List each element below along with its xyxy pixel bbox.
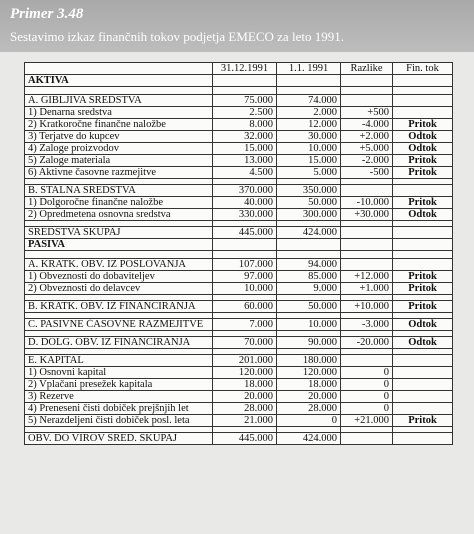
example-description: Sestavimo izkaz finančnih tokov podjetja EMECO za leto 1991. [10,29,344,44]
table-row [25,283,453,295]
table-row [25,119,453,131]
value-start [277,75,341,87]
row-label: 4) Preneseni čisti dobiček prejšnjih let [25,403,213,415]
value-end: 21.000 [213,415,277,427]
value-start: 18.000 [277,379,341,391]
table-row [25,251,453,259]
difference-value: +1.000 [341,283,393,295]
value-start: 12.000 [277,119,341,131]
value-end: 330.000 [213,209,277,221]
row-label: 2) Obveznosti do delavcev [25,283,213,295]
row-label: A. GIBLJIVA SREDSTVA [25,95,213,107]
balance-table [24,62,453,445]
value-start: 30.000 [277,131,341,143]
cash-flow-type: Pritok [393,119,453,131]
value-end: 13.000 [213,155,277,167]
header-difference: Razlike [341,63,393,75]
cash-flow-type: Odtok [393,337,453,349]
value-start: 85.000 [277,271,341,283]
difference-value: 0 [341,367,393,379]
value-end [213,87,277,95]
difference-value: +30.000 [341,209,393,221]
difference-value [341,239,393,251]
row-label: 2) Kratkoročne finančne naložbe [25,119,213,131]
row-label: A. KRATK. OBV. IZ POSLOVANJA [25,259,213,271]
value-end: 120.000 [213,367,277,379]
value-end: 28.000 [213,403,277,415]
difference-value [341,185,393,197]
row-label [25,251,213,259]
value-start [277,239,341,251]
value-end: 18.000 [213,379,277,391]
table-row [25,403,453,415]
table-row [25,75,453,87]
row-label: 5) Zaloge materiala [25,155,213,167]
header-band [0,0,474,52]
difference-value [341,227,393,239]
row-label: AKTIVA [25,75,213,87]
value-start: 94.000 [277,259,341,271]
row-label: 1) Denarna sredstva [25,107,213,119]
cash-flow-type [393,107,453,119]
cash-flow-type [393,403,453,415]
value-end: 75.000 [213,95,277,107]
value-end: 445.000 [213,227,277,239]
cash-flow-type [393,251,453,259]
difference-value: -3.000 [341,319,393,331]
value-end: 15.000 [213,143,277,155]
table-row [25,95,453,107]
row-label: 6) Aktivne časovne razmejitve [25,167,213,179]
difference-value: 0 [341,379,393,391]
cash-flow-type [393,87,453,95]
value-start: 350.000 [277,185,341,197]
value-end: 40.000 [213,197,277,209]
difference-value [341,75,393,87]
table-row [25,391,453,403]
cash-flow-type [393,95,453,107]
value-end: 107.000 [213,259,277,271]
difference-value [341,251,393,259]
value-start: 300.000 [277,209,341,221]
cash-flow-type [393,75,453,87]
table-row [25,155,453,167]
difference-value: -20.000 [341,337,393,349]
table-row [25,87,453,95]
value-end: 8.000 [213,119,277,131]
row-label: B. KRATK. OBV. IZ FINANCIRANJA [25,301,213,313]
cash-flow-type: Pritok [393,197,453,209]
table-row [25,143,453,155]
value-end: 2.500 [213,107,277,119]
table-row [25,209,453,221]
table-row [25,227,453,239]
difference-value: -2.000 [341,155,393,167]
value-start: 424.000 [277,227,341,239]
row-label: PASIVA [25,239,213,251]
value-end [213,239,277,251]
value-end: 97.000 [213,271,277,283]
value-start: 180.000 [277,355,341,367]
difference-value [341,355,393,367]
table-row [25,433,453,445]
row-label: D. DOLG. OBV. IZ FINANCIRANJA [25,337,213,349]
value-start: 74.000 [277,95,341,107]
value-start [277,87,341,95]
cash-flow-type [393,227,453,239]
row-label: E. KAPITAL [25,355,213,367]
difference-value: +500 [341,107,393,119]
difference-value [341,433,393,445]
value-start: 0 [277,415,341,427]
value-start: 5.000 [277,167,341,179]
value-end [213,251,277,259]
row-label: B. STALNA SREDSTVA [25,185,213,197]
row-label: 3) Rezerve [25,391,213,403]
difference-value: +12.000 [341,271,393,283]
cash-flow-type [393,259,453,271]
cash-flow-type: Pritok [393,155,453,167]
table-row [25,239,453,251]
row-label: OBV. DO VIROV SRED. SKUPAJ [25,433,213,445]
table-row [25,167,453,179]
row-label: 1) Obveznosti do dobaviteljev [25,271,213,283]
difference-value: +10.000 [341,301,393,313]
table-row [25,367,453,379]
row-label: 1) Osnovni kapital [25,367,213,379]
value-start: 120.000 [277,367,341,379]
value-start [277,251,341,259]
cash-flow-type [393,391,453,403]
cash-flow-type [393,379,453,391]
value-start: 90.000 [277,337,341,349]
cash-flow-type [393,355,453,367]
row-label: 2) Opredmetena osnovna sredstva [25,209,213,221]
cash-flow-type: Odtok [393,131,453,143]
header-date-end: 31.12.1991 [213,63,277,75]
value-end [213,75,277,87]
value-end: 32.000 [213,131,277,143]
difference-value: -10.000 [341,197,393,209]
value-end: 60.000 [213,301,277,313]
value-end: 370.000 [213,185,277,197]
cash-flow-type: Pritok [393,301,453,313]
value-end: 445.000 [213,433,277,445]
table-row [25,355,453,367]
table-row [25,319,453,331]
row-label: SREDSTVA SKUPAJ [25,227,213,239]
table-header-row [25,63,453,75]
table-row [25,415,453,427]
value-start: 10.000 [277,143,341,155]
value-start: 20.000 [277,391,341,403]
value-start: 15.000 [277,155,341,167]
table-body [25,75,453,445]
row-label: 3) Terjatve do kupcev [25,131,213,143]
value-start: 2.000 [277,107,341,119]
table-row [25,197,453,209]
value-start: 424.000 [277,433,341,445]
row-label: 2) Vplačani presežek kapitala [25,379,213,391]
row-label: 4) Zaloge proizvodov [25,143,213,155]
cash-flow-type [393,239,453,251]
value-end: 10.000 [213,283,277,295]
difference-value: 0 [341,403,393,415]
row-label: 5) Nerazdeljeni čisti dobiček posl. leta [25,415,213,427]
difference-value: +2.000 [341,131,393,143]
row-label: C. PASIVNE ČASOVNE RAZMEJITVE [25,319,213,331]
table-row [25,131,453,143]
value-end: 20.000 [213,391,277,403]
value-start: 50.000 [277,197,341,209]
value-start: 10.000 [277,319,341,331]
value-end: 201.000 [213,355,277,367]
table-row [25,337,453,349]
difference-value: +5.000 [341,143,393,155]
difference-value: 0 [341,391,393,403]
difference-value: +21.000 [341,415,393,427]
table-row [25,379,453,391]
difference-value: -500 [341,167,393,179]
example-title: Primer 3.48 [10,6,84,22]
difference-value [341,259,393,271]
header-label [25,63,213,75]
table-row [25,107,453,119]
difference-value: -4.000 [341,119,393,131]
value-start: 9.000 [277,283,341,295]
table-row [25,301,453,313]
difference-value [341,95,393,107]
value-start: 28.000 [277,403,341,415]
cash-flow-type: Pritok [393,283,453,295]
cash-flow-type: Odtok [393,143,453,155]
difference-value [341,87,393,95]
cash-flow-type: Pritok [393,415,453,427]
cash-flow-type: Pritok [393,271,453,283]
row-label [25,87,213,95]
header-cash-flow: Fin. tok [393,63,453,75]
value-end: 70.000 [213,337,277,349]
value-end: 4.500 [213,167,277,179]
table-row [25,259,453,271]
row-label: 1) Dolgoročne finančne naložbe [25,197,213,209]
cash-flow-type: Odtok [393,319,453,331]
header-date-start: 1.1. 1991 [277,63,341,75]
table-row [25,271,453,283]
cash-flow-type [393,185,453,197]
cash-flow-type [393,367,453,379]
table-row [25,185,453,197]
cash-flow-type [393,433,453,445]
value-end: 7.000 [213,319,277,331]
cash-flow-type: Odtok [393,209,453,221]
cash-flow-type: Pritok [393,167,453,179]
value-start: 50.000 [277,301,341,313]
